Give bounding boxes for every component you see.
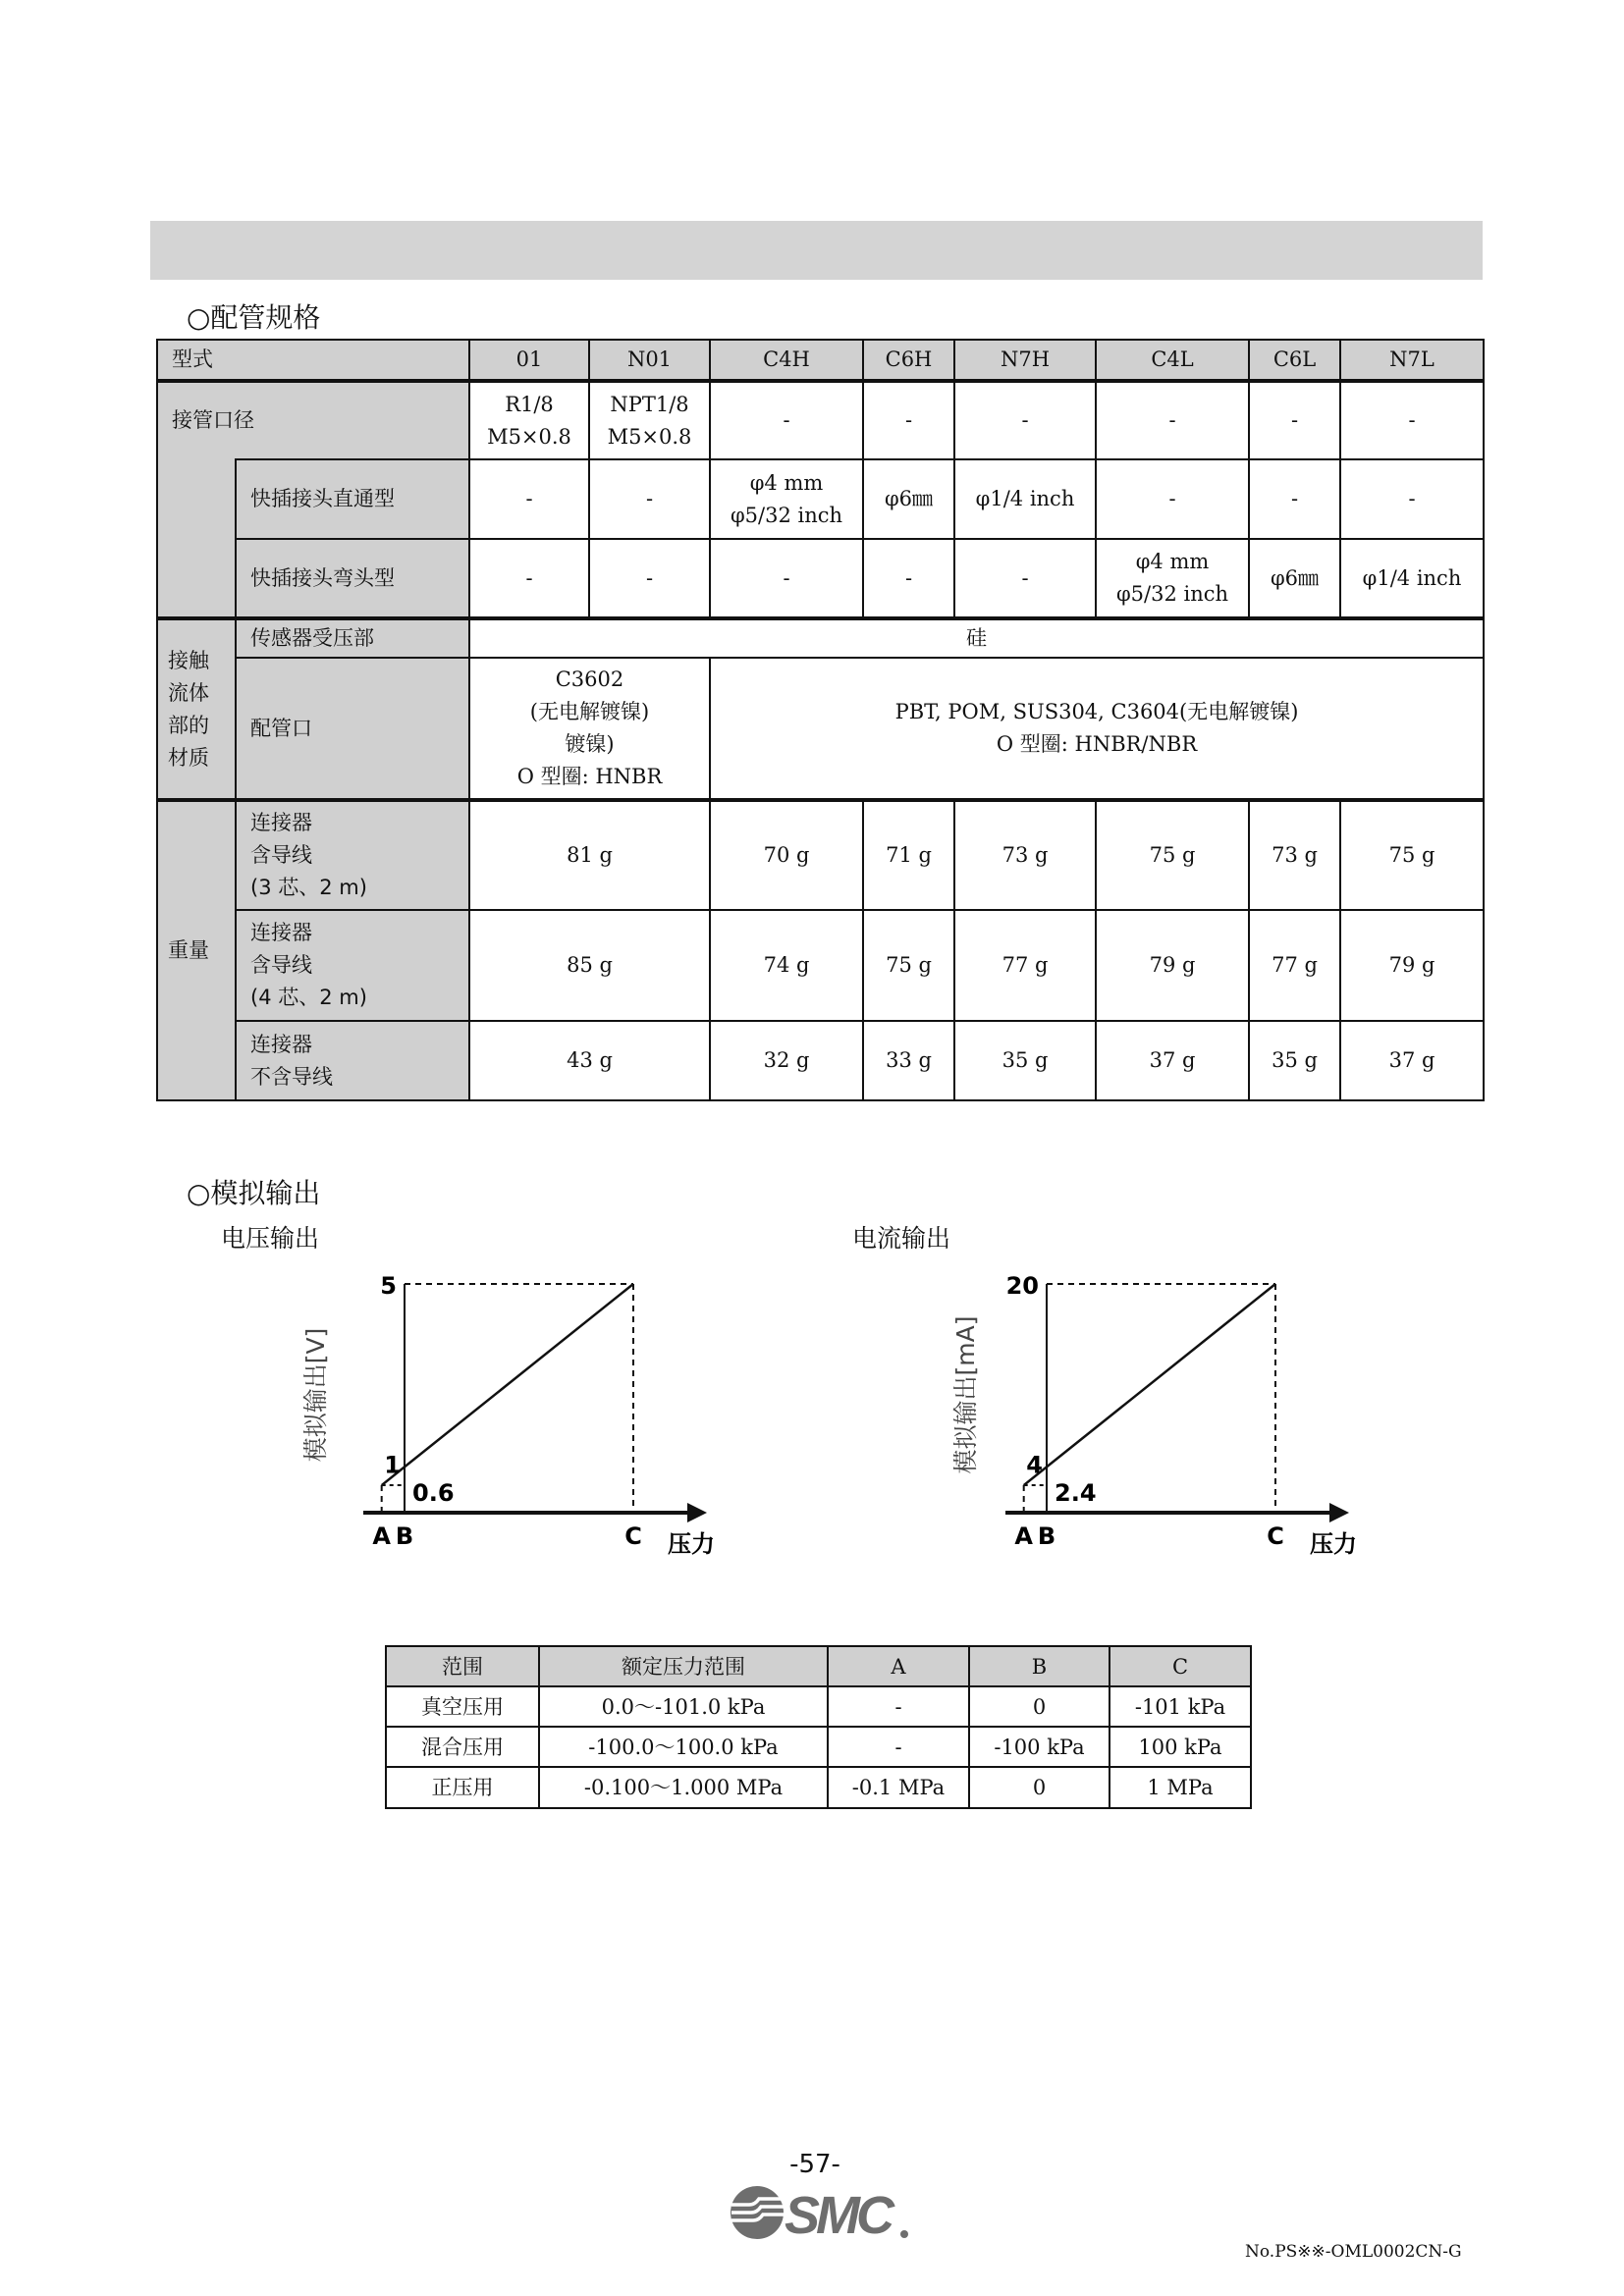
cell: 混合压用 (386, 1727, 539, 1767)
model-col: N01 (589, 340, 710, 381)
cell: 73 g (1249, 800, 1340, 910)
pressure-range-table (385, 1645, 1252, 1809)
cell: 77 g (954, 910, 1096, 1021)
table-row (386, 1686, 1251, 1727)
cell: - (710, 539, 863, 618)
x-tick-label: A (372, 1522, 391, 1550)
model-header: 型式 (157, 340, 469, 381)
model-col: 01 (469, 340, 589, 381)
x-axis-arrow-icon (1329, 1503, 1349, 1522)
analog-section-title: ○模拟输出 (187, 1177, 321, 1209)
cell: 74 g (710, 910, 863, 1021)
cell: φ1/4 inch (954, 459, 1096, 539)
row-label: 配管口 (236, 658, 469, 800)
cell: - (863, 381, 954, 459)
x-tick-label: C (1267, 1522, 1284, 1550)
cell: 77 g (1249, 910, 1340, 1021)
x-tick-label: C (624, 1522, 642, 1550)
model-col: N7H (954, 340, 1096, 381)
cell: φ4 mm φ5/32 inch (1096, 539, 1249, 618)
cell: - (1340, 381, 1484, 459)
cell: - (469, 459, 589, 539)
cell: 真空压用 (386, 1686, 539, 1727)
cell: 75 g (1340, 800, 1484, 910)
row-label: 连接器 含导线 (4 芯、2 m) (236, 910, 469, 1021)
cell: 35 g (1249, 1021, 1340, 1100)
blank-group-cell (157, 459, 236, 618)
cell: R1/8 M5×0.8 (469, 381, 589, 459)
cell: φ1/4 inch (1340, 539, 1484, 618)
current-output-chart (917, 1256, 1388, 1580)
cell: 1 MPa (1110, 1767, 1251, 1808)
model-col: C4H (710, 340, 863, 381)
cell: 79 g (1340, 910, 1484, 1021)
cell: - (828, 1727, 969, 1767)
cell: 73 g (954, 800, 1096, 910)
cell: - (710, 381, 863, 459)
cell: 70 g (710, 800, 863, 910)
cell: 37 g (1096, 1021, 1249, 1100)
cell: 71 g (863, 800, 954, 910)
model-col: N7L (1340, 340, 1484, 381)
cell: C3602 (无电解镀镍) 镀镍) O 型圈: HNBR (469, 658, 710, 800)
output-line (382, 1284, 633, 1485)
group-label-wetted: 接触 流体 部的 材质 (157, 618, 236, 800)
cell: 100 kPa (1110, 1727, 1251, 1767)
cell: - (863, 539, 954, 618)
cell: -100.0～100.0 kPa (539, 1727, 828, 1767)
cell: - (1249, 459, 1340, 539)
model-col: C6H (863, 340, 954, 381)
table-row (386, 1767, 1251, 1808)
y-max-label: 5 (380, 1272, 397, 1300)
model-col: C6L (1249, 340, 1340, 381)
cell: -101 kPa (1110, 1686, 1251, 1727)
cell: - (1249, 381, 1340, 459)
cell: - (1096, 381, 1249, 459)
cell: φ6㎜ (863, 459, 954, 539)
voltage-output-title: 电压输出 (221, 1224, 320, 1253)
header-cell: 范围 (386, 1646, 539, 1686)
row-label: 连接器 含导线 (3 芯、2 m) (236, 800, 469, 910)
svg-text:SMC: SMC (785, 2186, 891, 2242)
table-row (386, 1727, 1251, 1767)
cell: -100 kPa (969, 1727, 1110, 1767)
piping-section-title: ○配管规格 (187, 301, 321, 334)
table-row (157, 800, 1484, 910)
table-row (157, 459, 1484, 539)
table-row (157, 539, 1484, 618)
table-row (157, 1021, 1484, 1100)
page-number: -57- (789, 2150, 840, 2179)
cell: - (589, 459, 710, 539)
cell: 43 g (469, 1021, 710, 1100)
row-label: 连接器 不含导线 (236, 1021, 469, 1100)
cell: 85 g (469, 910, 710, 1021)
row-label: 传感器受压部 (236, 618, 469, 658)
row-label: 快插接头直通型 (236, 459, 469, 539)
x-tick-label: A (1014, 1522, 1033, 1550)
row-label: 接管口径 (157, 381, 469, 459)
x-tick-label: B (395, 1522, 414, 1550)
cell: 35 g (954, 1021, 1096, 1100)
cell: -0.100～1.000 MPa (539, 1767, 828, 1808)
header-cell: 额定压力范围 (539, 1646, 828, 1686)
table-row (157, 618, 1484, 658)
section-header-band (150, 221, 1483, 280)
y-a-label: 0.6 (412, 1479, 455, 1508)
table-row (157, 381, 1484, 459)
cell: 37 g (1340, 1021, 1484, 1100)
cell: - (469, 539, 589, 618)
output-line (1024, 1284, 1275, 1485)
cell: 0.0～-101.0 kPa (539, 1686, 828, 1727)
header-cell: C (1110, 1646, 1251, 1686)
cell: - (828, 1686, 969, 1727)
voltage-output-chart (275, 1256, 746, 1580)
x-tick-label: B (1037, 1522, 1056, 1550)
cell: 75 g (863, 910, 954, 1021)
group-label-weight: 重量 (157, 800, 236, 1100)
header-cell: A (828, 1646, 969, 1686)
table-row (157, 658, 1484, 800)
cell: - (1340, 459, 1484, 539)
x-axis-label: 压力 (1310, 1530, 1357, 1558)
cell: 81 g (469, 800, 710, 910)
x-axis-label: 压力 (668, 1530, 715, 1558)
cell: - (954, 381, 1096, 459)
cell: PBT, POM, SUS304, C3604(无电解镀镍) O 型圈: HNBR/NBR (710, 658, 1484, 800)
table-row (157, 910, 1484, 1021)
piping-spec-table (156, 339, 1485, 1101)
model-col: C4L (1096, 340, 1249, 381)
cell: 79 g (1096, 910, 1249, 1021)
cell: - (1096, 459, 1249, 539)
cell: φ6㎜ (1249, 539, 1340, 618)
cell: -0.1 MPa (828, 1767, 969, 1808)
cell: 0 (969, 1767, 1110, 1808)
cell: φ4 mm φ5/32 inch (710, 459, 863, 539)
cell: 正压用 (386, 1767, 539, 1808)
cell: NPT1/8 M5×0.8 (589, 381, 710, 459)
cell: 32 g (710, 1021, 863, 1100)
y-max-label: 20 (1005, 1272, 1039, 1300)
cell: 75 g (1096, 800, 1249, 910)
cell: - (954, 539, 1096, 618)
table-header-row (157, 340, 1484, 381)
y-b-label: 4 (1026, 1451, 1043, 1479)
cell: 硅 (469, 618, 1484, 658)
x-axis-arrow-icon (687, 1503, 707, 1522)
smc-logo (730, 2183, 911, 2242)
cell: - (589, 539, 710, 618)
table-header-row (386, 1646, 1251, 1686)
y-axis-label: 模拟输出[V] (301, 1327, 330, 1463)
y-b-label: 1 (384, 1451, 401, 1479)
current-output-title: 电流输出 (852, 1224, 951, 1253)
y-a-label: 2.4 (1055, 1479, 1097, 1508)
cell: 33 g (863, 1021, 954, 1100)
header-cell: B (969, 1646, 1110, 1686)
row-label: 快插接头弯头型 (236, 539, 469, 618)
document-number: No.PS※※-OML0002CN-G (1245, 2242, 1462, 2262)
y-axis-label: 模拟输出[mA] (951, 1315, 980, 1474)
cell: 0 (969, 1686, 1110, 1727)
